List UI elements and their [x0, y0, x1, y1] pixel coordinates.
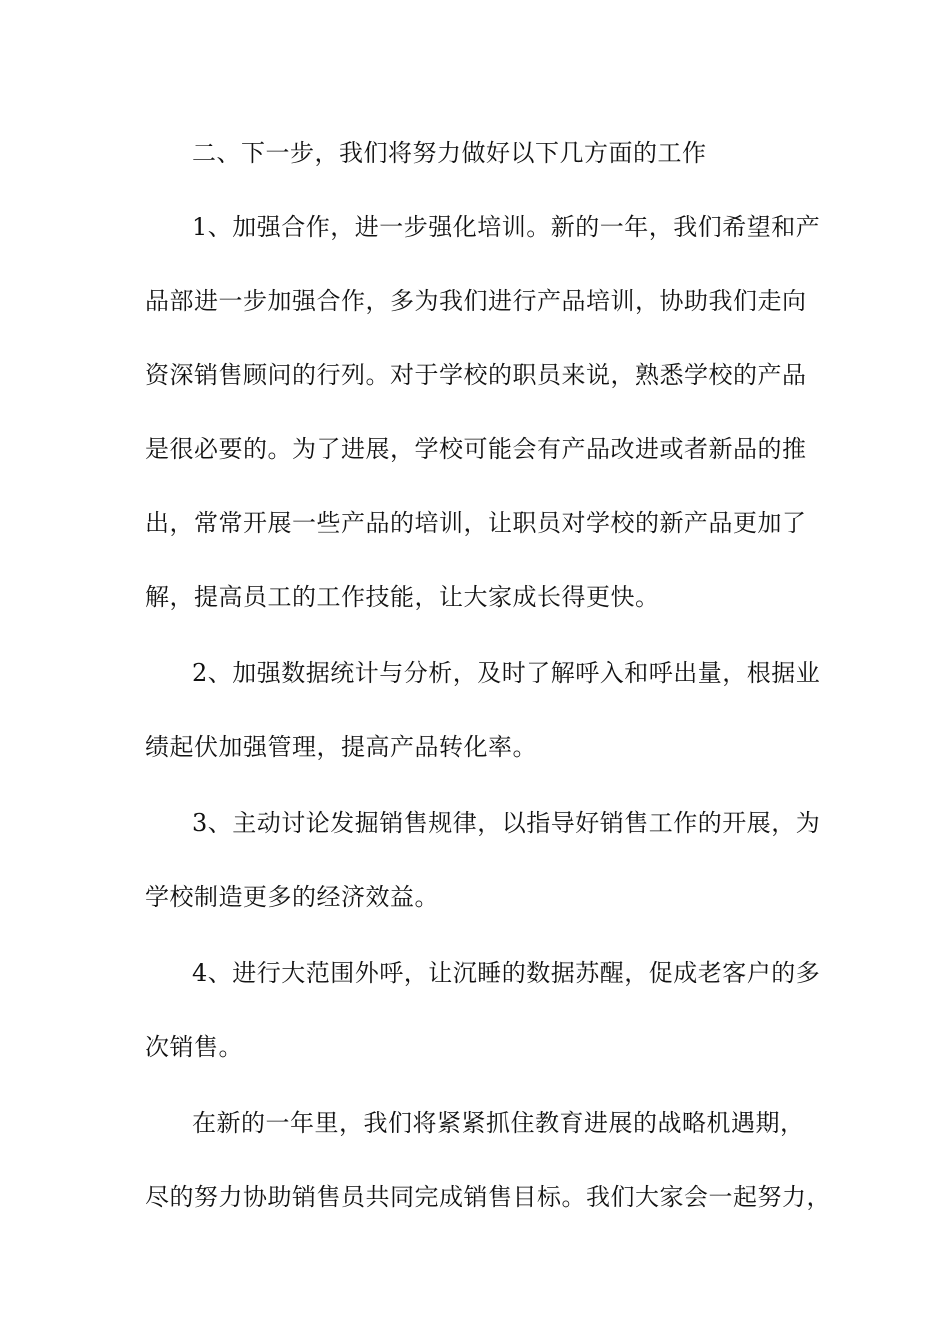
paragraph-3-line-1: 3、主动讨论发掘销售规律，以指导好销售工作的开展，为: [192, 809, 821, 837]
paragraph-2-line-2: 绩起伏加强管理，提高产品转化率。: [145, 733, 537, 761]
paragraph-2-line-1: 2、加强数据统计与分析，及时了解呼入和呼出量，根据业: [192, 659, 821, 687]
paragraph-5-line-2: 尽的努力协助销售员共同完成销售目标。我们大家会一起努力，: [145, 1183, 831, 1211]
paragraph-1-line-1: 1、加强合作，进一步强化培训。新的一年，我们希望和产: [192, 213, 821, 241]
paragraph-1-line-2: 品部进一步加强合作，多为我们进行产品培训，协助我们走向: [145, 287, 807, 315]
paragraph-1-line-5: 出，常常开展一些产品的培训，让职员对学校的新产品更加了: [145, 509, 807, 537]
paragraph-4-line-2: 次销售。: [145, 1033, 243, 1061]
paragraph-4-line-1: 4、进行大范围外呼，让沉睡的数据苏醒，促成老客户的多: [192, 959, 821, 987]
paragraph-1-line-6: 解，提高员工的工作技能，让大家成长得更快。: [145, 583, 660, 611]
paragraph-5-line-1: 在新的一年里，我们将紧紧抓住教育进展的战略机遇期，: [192, 1109, 805, 1137]
paragraph-1-line-4: 是很必要的。为了进展，学校可能会有产品改进或者新品的推: [145, 435, 807, 463]
paragraph-1-line-3: 资深销售顾问的行列。对于学校的职员来说，熟悉学校的产品: [145, 361, 807, 389]
section-heading: 二、下一步，我们将努力做好以下几方面的工作: [192, 139, 707, 167]
paragraph-3-line-2: 学校制造更多的经济效益。: [145, 883, 439, 911]
